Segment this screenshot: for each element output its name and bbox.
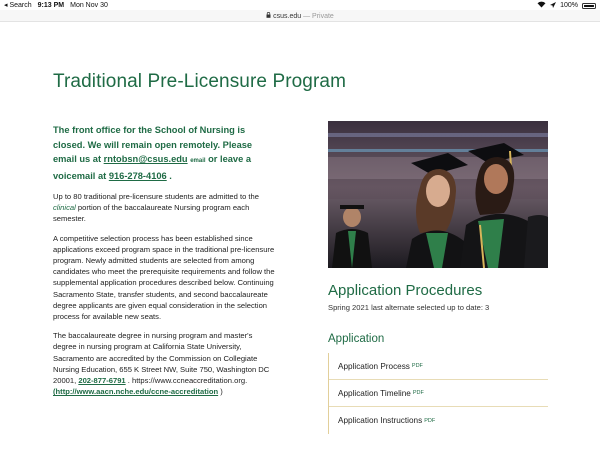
procedures-subtitle: Spring 2021 last alternate selected up to date: 3 xyxy=(328,303,490,312)
url-display[interactable] xyxy=(0,12,600,20)
wifi-icon xyxy=(537,1,546,10)
application-accordion xyxy=(328,353,548,434)
para1-text-end: portion of the baccalaureate Nursing program each semester. xyxy=(53,203,250,224)
ccne-phone-link[interactable]: 202-877-6791 xyxy=(78,376,126,386)
para3-text: The baccalaureate degree in nursing program and master's degree in nursing program at California State University, Sacramento are accredited by the Commission on Collegiate Nursing Education, 655 K Street NW, Suite 750, Washington DC 20001, xyxy=(53,331,270,386)
status-bar xyxy=(0,0,600,12)
domain-text: csus.edu xyxy=(273,13,302,20)
admission-paragraph xyxy=(53,191,275,225)
selection-paragraph: A competitive selection process has been established since applications exceed program space in the traditional pre-licensure program. Newly admitted students are selected from among candidates who meet the prerequisite requirements and follow the supplemental application procedures described below. Continuing Sacramento State, transfer students, and second baccalaureate degree applicants are given equal consideration in the selection process for available new seats. xyxy=(53,233,275,322)
para3-text-end: ) xyxy=(218,387,223,397)
status-time: 9:13 PM xyxy=(37,1,65,9)
back-to-search-link[interactable]: ◂ Search xyxy=(4,2,32,9)
acc-item-label: Application Instructions xyxy=(338,416,423,425)
notice-text-end: . xyxy=(166,170,172,181)
accreditation-paragraph xyxy=(53,330,275,397)
office-closed-notice xyxy=(53,123,275,183)
pdf-tag: PDF xyxy=(411,363,423,369)
procedures-title: Application Procedures xyxy=(328,282,483,299)
notice-text: The front office for the School of Nursing is closed. We will remain open remotely. Please email us at xyxy=(53,125,253,164)
battery-icon xyxy=(582,3,596,9)
private-label: — Private xyxy=(303,13,334,20)
application-process-link[interactable] xyxy=(329,353,548,380)
status-date: Mon Nov 30 xyxy=(70,1,108,9)
left-column xyxy=(53,123,275,397)
acc-item-label: Application Timeline xyxy=(338,388,411,398)
page-title: Traditional Pre-Licensure Program xyxy=(53,71,346,92)
application-instructions-link[interactable] xyxy=(329,407,548,434)
graduates-photo xyxy=(328,121,548,268)
para1-text: Up to 80 traditional pre-licensure students are admitted to the xyxy=(53,192,259,201)
notice-text-middle: or leave a voicemail at xyxy=(53,154,252,181)
pdf-tag: PDF xyxy=(412,390,424,396)
clinical-emphasis: clinical xyxy=(53,203,76,213)
location-icon xyxy=(550,2,556,10)
acc-item-label: Application Process xyxy=(338,361,410,371)
email-tag: email xyxy=(190,158,206,164)
para3-text-middle: . https://www.ccneaccreditation.org. xyxy=(125,376,248,386)
battery-percent: 100% xyxy=(560,2,578,9)
pdf-tag: PDF xyxy=(424,417,436,424)
aacn-link[interactable]: (http://www.aacn.nche.edu/ccne-accreditation xyxy=(53,387,219,397)
application-heading: Application xyxy=(328,333,385,345)
phone-link[interactable]: 916-278-4106 xyxy=(108,170,167,181)
page-content xyxy=(0,22,600,450)
email-link[interactable]: rntobsn@csus.edu xyxy=(103,154,188,164)
application-timeline-link[interactable] xyxy=(329,380,548,407)
